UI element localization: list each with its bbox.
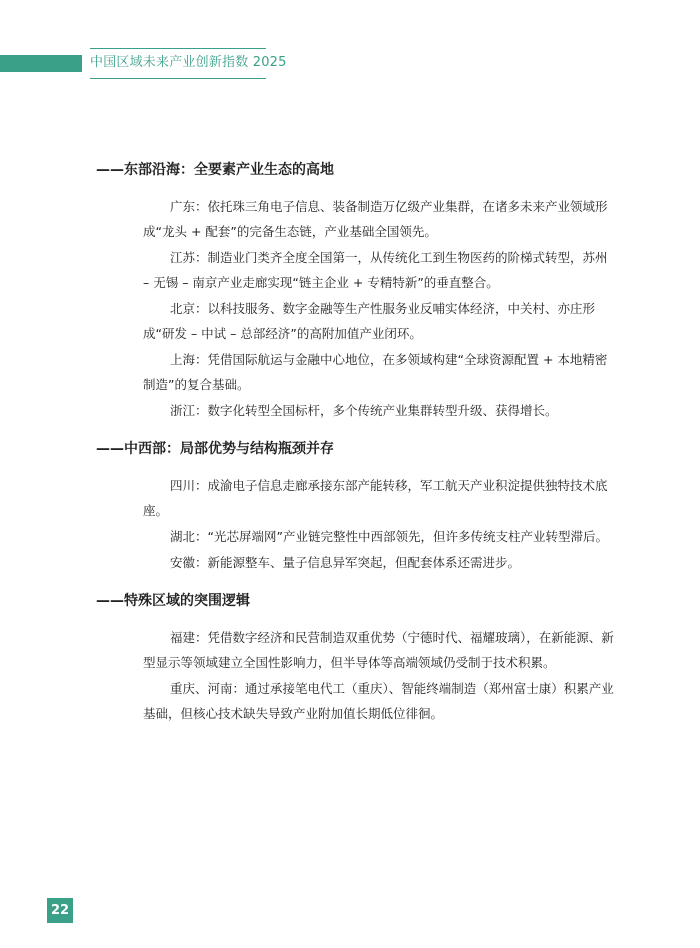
section-east-coast (96, 158, 616, 423)
paragraph-anhui: 安徽：新能源整车、量子信息异军突起，但配套体系还需进步。 (170, 555, 521, 570)
header-divider-top (90, 48, 266, 49)
paragraph-beijing: 北京：以科技服务、数字金融等生产性服务业反哺实体经济，中关村、亦庄形成“研发 – 中试 – 总部经济”的高附加值产业闭环。 (143, 301, 596, 341)
page-number-badge: 22 (47, 898, 73, 923)
header-divider (90, 78, 266, 79)
paragraph-chongqing-henan: 重庆、河南：通过承接笔电代工（重庆）、智能终端制造（郑州富士康）积累产业基础，但核心技术缺失导致产业附加值长期低位徘徊。 (143, 681, 614, 721)
paragraph-fujian: 福建：凭借数字经济和民营制造双重优势（宁德时代、福耀玻璃），在新能源、新型显示等领域建立全国性影响力，但半导体等高端领域仍受制于技术积累。 (143, 630, 614, 670)
paragraph-jiangsu: 江苏：制造业门类齐全度全国第一，从传统化工到生物医药的阶梯式转型，苏州 – 无锡 – 南京产业走廊实现“链主企业 + 专精特新”的垂直整合。 (143, 250, 608, 290)
section-central-west (96, 437, 616, 575)
section-special-regions (96, 589, 616, 726)
page-header-title: 中国区域未来产业创新指数 2025 (90, 55, 287, 70)
header-accent-bar (0, 55, 82, 72)
paragraph-shanghai: 上海：凭借国际航运与金融中心地位，在多领域构建“全球资源配置 + 本地精密制造”的复合基础。 (143, 352, 608, 392)
section-heading: ——东部沿海：全要素产业生态的高地 (96, 162, 334, 178)
document-body (96, 158, 616, 740)
paragraph-sichuan: 四川：成渝电子信息走廊承接东部产能转移，军工航天产业积淀提供独特技术底座。 (143, 478, 608, 518)
section-heading: ——中西部：局部优势与结构瓶颈并存 (96, 441, 334, 457)
section-heading: ——特殊区域的突围逻辑 (96, 593, 250, 609)
paragraph-guangdong: 广东：依托珠三角电子信息、装备制造万亿级产业集群，在诸多未来产业领域形成“龙头 + 配套”的完备生态链，产业基础全国领先。 (143, 199, 608, 239)
paragraph-zhejiang: 浙江：数字化转型全国标杆，多个传统产业集群转型升级、获得增长。 (170, 403, 558, 418)
paragraph-hubei: 湖北：“光芯屏端网”产业链完整性中西部领先，但许多传统支柱产业转型滞后。 (170, 529, 608, 544)
